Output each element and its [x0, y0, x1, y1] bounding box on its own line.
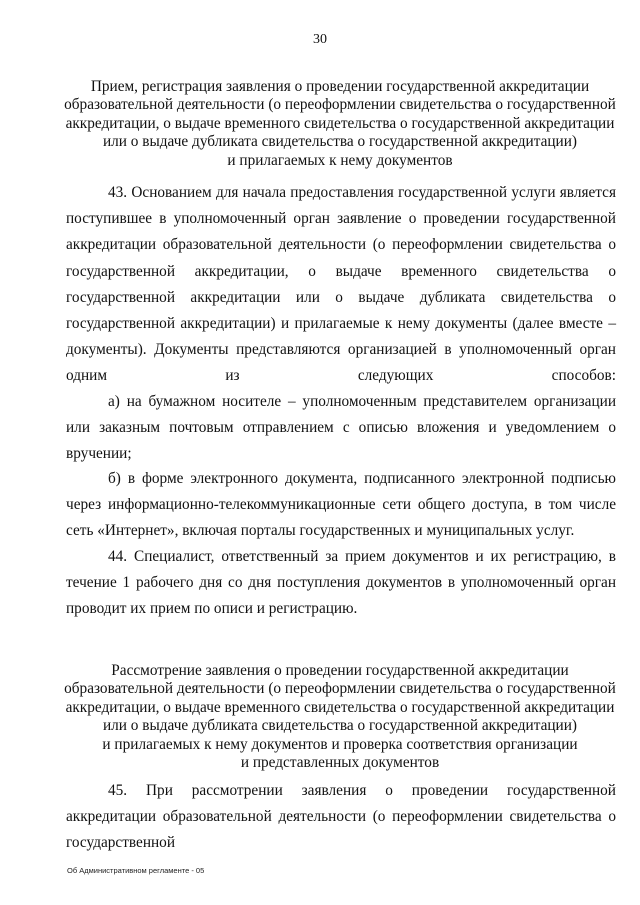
heading-line: образовательной деятельности (о переоформлении свидетельства о государственной: [64, 96, 616, 114]
heading-line: или о выдаче дубликата свидетельства о государственной аккредитации): [102, 133, 578, 151]
heading-line: аккредитации, о выдаче временного свидетельства о государственной аккредитации: [65, 698, 615, 716]
paragraph-45: 45. При рассмотрении заявления о проведении государственной аккредитации образовательной деятельности (о переоформлении свидетельства о государственной: [66, 782, 616, 852]
paragraph-43-b: б) в форме электронного документа, подписанного электронной подписью через информационно-телекоммуникационные сети общего доступа, в том числе сеть «Интернет», включая порталы государственных и муниципальных услуг.: [66, 470, 616, 540]
heading-line: Прием, регистрация заявления о проведении государственной аккредитации: [90, 78, 590, 95]
heading-line: и прилагаемых к нему документов: [227, 151, 453, 169]
paragraph-44: 44. Специалист, ответственный за прием документов и их регистрацию, в течение 1 рабочего дня со дня поступления документов в уполномоченный орган проводит их прием по описи и регистрацию.: [66, 548, 616, 618]
heading-line: аккредитации, о выдаче временного свидетельства о государственной аккредитации: [65, 114, 615, 132]
paragraph-43: 43. Основанием для начала предоставления государственной услуги является поступившее в уполномоченный орган заявление о проведении государственной аккредитации образовательной деятельности (о переоформлении свидетельства о государственной аккредитации, о выдаче временного свидетельства о государственной аккредитации или о выдаче дубликата свидетельства о государственной аккредитации) и прилагаемые к нему документы (далее вместе – документы). Документы представляются организацией в уполномоченный орган одним из следующих способов:: [66, 184, 616, 385]
heading-line: или о выдаче дубликата свидетельства о государственной аккредитации): [102, 717, 578, 735]
section-heading-review: [60, 662, 620, 772]
paragraph-43-a: а) на бумажном носителе – уполномоченным представителем организации или заказным почтовым отправлением с описью вложения и уведомлением о вручении;: [66, 393, 616, 463]
page-number: 30: [313, 32, 327, 47]
heading-line: образовательной деятельности (о переоформлении свидетельства о государственной: [64, 680, 616, 698]
section-heading-reception: [60, 78, 620, 170]
heading-line: Рассмотрение заявления о проведении государственной аккредитации: [111, 662, 569, 679]
page-footer: Об Административном регламенте - 05: [67, 866, 205, 875]
heading-line: и представленных документов: [240, 754, 440, 772]
heading-line: и прилагаемых к нему документов и проверка соответствия организации: [102, 735, 578, 753]
